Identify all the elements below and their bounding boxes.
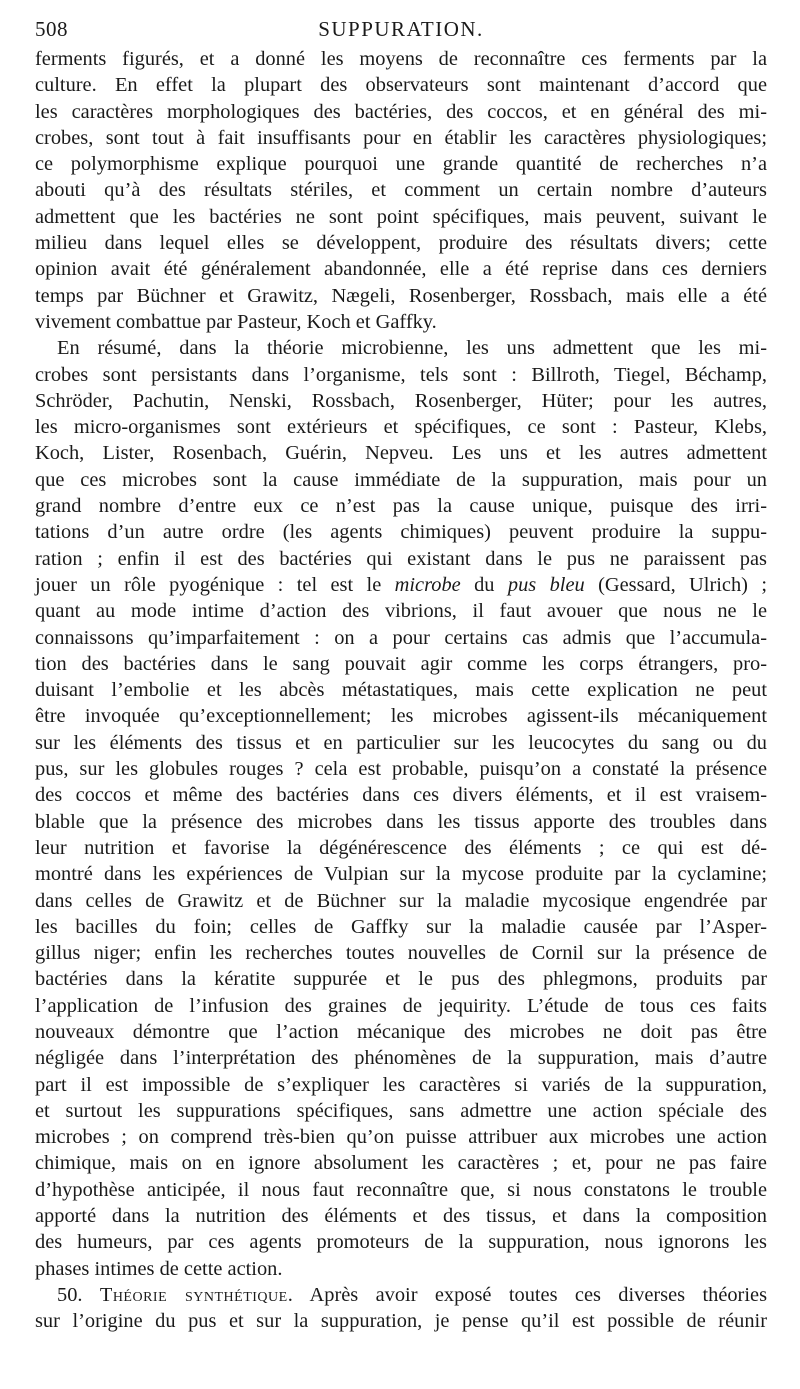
italic-term: pus bleu bbox=[507, 573, 585, 596]
text-line: dans celles de Grawitz et de Büchner sur la maladie mycosique engendrée par bbox=[35, 889, 767, 912]
text-line: être invoquée qu’exceptionnellement; les microbes agissent-ils mécaniquement bbox=[35, 705, 767, 728]
text-line: les micro-organismes sont extérieurs et spécifiques, ce sont : Pasteur, Klebs, bbox=[35, 416, 767, 439]
paragraph bbox=[35, 335, 767, 1282]
text-line: des coccos et même des bactéries dans ces divers éléments, et il est vraisem- bbox=[35, 784, 767, 807]
text-line: crobes sont persistants dans l’organisme, tels sont : Billroth, Tiegel, Béchamp, bbox=[35, 363, 767, 386]
text-line: bactéries dans la kératite suppurée et le pus des phlegmons, produits par bbox=[35, 968, 767, 991]
text-line: milieu dans lequel elles se développent, produire des résultats divers; cette bbox=[35, 232, 767, 255]
page-header bbox=[35, 12, 767, 46]
italic-term: microbe bbox=[394, 573, 461, 596]
text-line: les bacilles du foin; celles de Gaffky sur la maladie causée par l’Asper- bbox=[35, 915, 767, 938]
text-line: grand nombre d’entre eux ce n’est pas la cause unique, puisque des irri- bbox=[35, 495, 767, 518]
text-line: montré dans les expériences de Vulpian sur la mycose produite par la cyclamine; bbox=[35, 863, 767, 886]
text-line: leur nutrition et favorise la dégénérescence des éléments ; ce qui est dé- bbox=[35, 836, 767, 859]
text-line: les caractères morphologiques des bactéries, des coccos, et en général des mi- bbox=[35, 100, 767, 123]
text-line: microbes ; on comprend très-bien qu’on puisse attribuer aux microbes une action bbox=[35, 1126, 767, 1149]
text-line: tations d’un autre ordre (les agents chimiques) peuvent produire la suppu- bbox=[35, 521, 767, 544]
text-line: apporté dans la nutrition des éléments et des tissus, et dans la composition bbox=[35, 1205, 767, 1228]
text-line: ferments figurés, et a donné les moyens de reconnaître ces ferments par la bbox=[35, 48, 767, 70]
text-line: admettent que les bactéries ne sont point spécifiques, mais peuvent, suivant le bbox=[35, 205, 767, 228]
text-line: nouveaux démontre que l’action mécanique des microbes ne doit pas être bbox=[35, 1020, 767, 1043]
text-line: d’hypothèse anticipée, il nous faut reconnaître que, si nous constatons le trouble bbox=[35, 1178, 767, 1201]
text-line: chimique, mais on en ignore absolument les caractères ; et, pour ne pas faire bbox=[35, 1152, 767, 1175]
text-line: sur l’origine du pus et sur la suppuration, je pense qu’il est possible de réunir bbox=[35, 1310, 767, 1333]
text-line: négligée dans l’interprétation des phénomènes de la suppuration, mais d’autre bbox=[35, 1047, 767, 1070]
text-line: opinion avait été généralement abandonnée, elle a été reprise dans ces derniers bbox=[35, 258, 767, 281]
page-number: 508 bbox=[35, 17, 68, 41]
text-line: crobes, sont tout à fait insuffisants pour en établir les caractères physiologiques; bbox=[35, 126, 767, 149]
section-heading: Théorie synthétique. bbox=[99, 1283, 294, 1306]
text-line: que ces microbes sont la cause immédiate de la suppuration, mais pour un bbox=[35, 468, 767, 491]
paragraph bbox=[35, 46, 767, 335]
text-line: culture. En effet la plupart des observateurs sont maintenant d’accord que bbox=[35, 74, 767, 97]
text-line: 50. Théorie synthétique. Après avoir exposé toutes ces diverses théories bbox=[57, 1283, 768, 1306]
text-line: duisant l’embolie et les abcès métastatiques, mais cette explication ne peut bbox=[35, 679, 767, 702]
text-line: vivement combattue par Pasteur, Koch et Gaffky. bbox=[35, 310, 437, 333]
text-line: pus, sur les globules rouges ? cela est probable, puisqu’on a constaté la présence bbox=[35, 758, 767, 781]
text-line: part il est impossible de s’expliquer les caractères si variés de la suppuration, bbox=[35, 1073, 767, 1096]
text-line: blable que la présence des microbes dans les tissus apporte des troubles dans bbox=[35, 810, 767, 833]
text-line: ce polymorphisme explique pourquoi une grande quantité de recherches n’a bbox=[35, 153, 767, 176]
text-line: Koch, Lister, Rosenbach, Guérin, Nepveu. Les uns et les autres admettent bbox=[35, 442, 767, 465]
text-line: phases intimes de cette action. bbox=[35, 1257, 283, 1280]
text-line: et surtout les suppurations spécifiques, sans admettre une action spéciale des bbox=[35, 1099, 767, 1122]
text-line: gillus niger; enfin les recherches toutes nouvelles de Cornil sur la présence de bbox=[35, 942, 767, 965]
text-line: quant au mode intime d’action des vibrions, il faut avouer que nous ne le bbox=[35, 600, 767, 623]
text-line: ration ; enfin il est des bactéries qui existant dans le pus ne paraissent pas bbox=[35, 547, 767, 570]
body-text bbox=[35, 46, 767, 1335]
book-page bbox=[35, 12, 767, 1335]
text-line: En résumé, dans la théorie microbienne, les uns admettent que les mi- bbox=[57, 337, 767, 360]
running-title: SUPPURATION. bbox=[318, 17, 484, 41]
paragraph bbox=[35, 1282, 767, 1335]
text-line: des humeurs, par ces agents promoteurs de la suppuration, nous ignorons les bbox=[35, 1231, 767, 1254]
text-line: tion des bactéries dans le sang pouvait agir comme les corps étrangers, pro- bbox=[35, 652, 767, 675]
text-line: l’application de l’infusion des graines de jequirity. L’étude de tous ces faits bbox=[35, 994, 767, 1017]
text-line: jouer un rôle pyogénique : tel est le microbe du pus bleu (Gessard, Ulrich) ; bbox=[35, 573, 767, 596]
text-line: Schröder, Pachutin, Nenski, Rossbach, Rosenberger, Hüter; pour les autres, bbox=[35, 389, 767, 412]
text-line: connaissons qu’imparfaitement : on a pour certains cas admis que l’accumula- bbox=[35, 626, 767, 649]
text-line: temps par Büchner et Grawitz, Nægeli, Rosenberger, Rossbach, mais elle a été bbox=[35, 284, 767, 307]
text-line: abouti qu’à des résultats stériles, et comment un certain nombre d’auteurs bbox=[35, 179, 767, 202]
text-line: sur les éléments des tissus et en particulier sur les leucocytes du sang ou du bbox=[35, 731, 767, 754]
